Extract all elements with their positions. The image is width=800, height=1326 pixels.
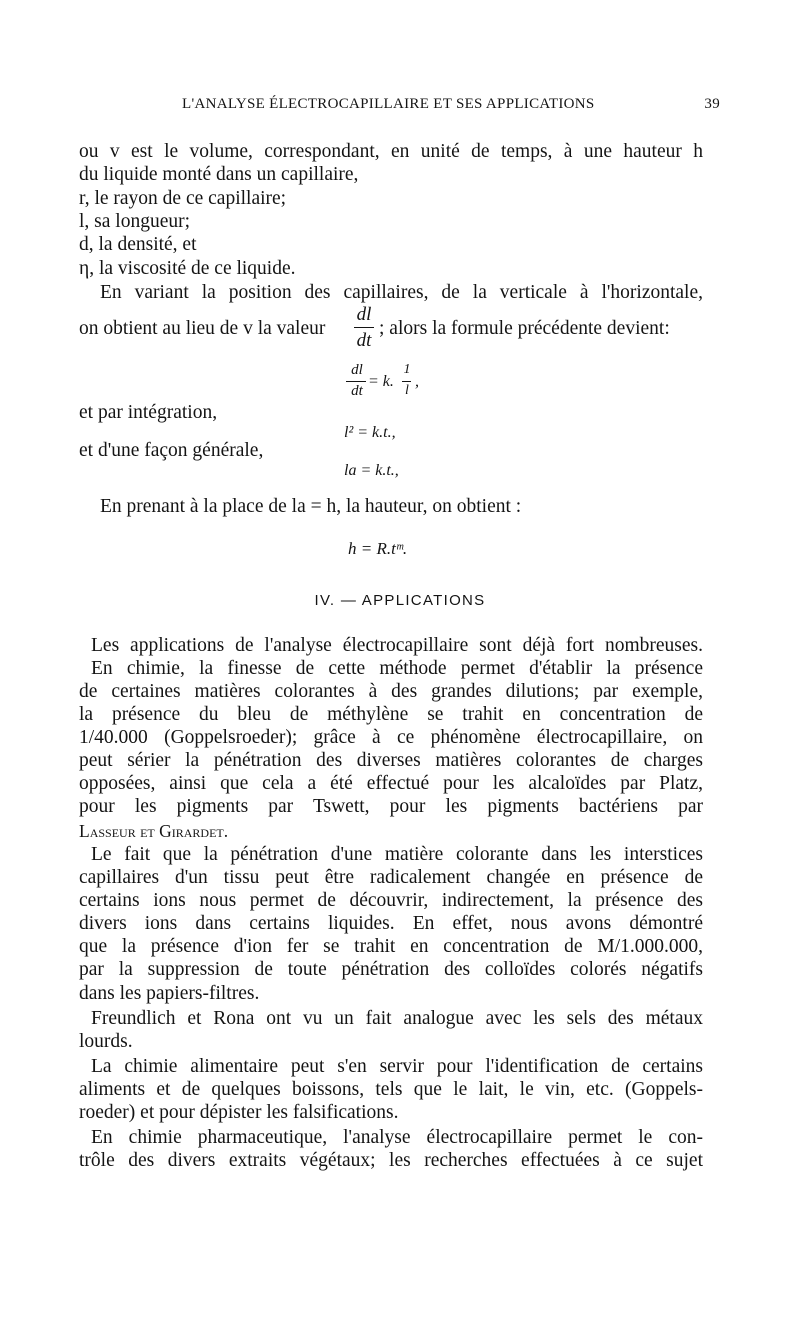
formula-intro-before: on obtient au lieu de v la valeur bbox=[79, 318, 326, 339]
body-line: opposées, ainsi que cela a été effectué pour les alcaloïdes par Platz, bbox=[79, 773, 703, 794]
text-line: ou v est le volume, correspondant, en unité de temps, à une hauteur h bbox=[79, 141, 703, 162]
section-title: IV. — APPLICATIONS bbox=[314, 592, 486, 609]
label-general: et d'une façon générale, bbox=[79, 440, 264, 461]
fraction-numerator: dl bbox=[356, 304, 372, 325]
equation-2: l² = k.t., bbox=[344, 424, 396, 441]
running-title: L'ANALYSE ÉLECTROCAPILLAIRE ET SES APPLICATIONS bbox=[182, 96, 595, 112]
body-line: par la suppression de toute pénétration des colloïdes colorés négatifs bbox=[79, 959, 703, 980]
body-line: 1/40.000 (Goppelsroeder); grâce à ce phénomène électrocapillaire, on bbox=[79, 727, 703, 748]
eq1-end: , bbox=[415, 373, 419, 390]
eq1-right-bar bbox=[402, 381, 411, 382]
body-line: Le fait que la pénétration d'une matière colorante dans les interstices bbox=[91, 844, 703, 865]
body-line: divers ions dans certains liquides. En effet, nous avons démontré bbox=[79, 913, 703, 934]
eq1-right-denominator: l bbox=[405, 383, 409, 398]
body-line: roeder) et pour dépister les falsifications. bbox=[79, 1102, 399, 1123]
formula-intro-after: ; alors la formule précédente devient: bbox=[379, 318, 670, 339]
eq1-middle: = k. bbox=[368, 373, 394, 390]
fraction-bar bbox=[354, 327, 374, 328]
text-line: du liquide monté dans un capillaire, bbox=[79, 164, 359, 185]
body-line: trôle des divers extraits végétaux; les recherches effectuées à ce sujet bbox=[79, 1150, 703, 1171]
body-line: peut sérier la pénétration des diverses matières colorantes de charges bbox=[79, 750, 703, 771]
body-line: En chimie, la finesse de cette méthode permet d'établir la présence bbox=[91, 658, 703, 679]
text-line: En variant la position des capillaires, de la verticale à l'horizontale, bbox=[100, 282, 703, 303]
label-integration: et par intégration, bbox=[79, 402, 218, 423]
body-line: la présence du bleu de méthylène se trahit en concentration de bbox=[79, 704, 703, 725]
body-line: La chimie alimentaire peut s'en servir pour l'identification de certains bbox=[91, 1056, 703, 1077]
eq1-bar bbox=[346, 381, 366, 382]
eq1-denominator: dt bbox=[351, 383, 363, 399]
body-line: certains ions nous permet de découvrir, indirectement, la présence des bbox=[79, 890, 703, 911]
body-line: aliments et de quelques boissons, tels que le lait, le vin, etc. (Goppels- bbox=[79, 1079, 703, 1100]
fraction-denominator: dt bbox=[356, 330, 372, 351]
body-line: En chimie pharmaceutique, l'analyse électrocapillaire permet le con- bbox=[91, 1127, 703, 1148]
eq1-numerator: dl bbox=[351, 362, 363, 378]
text-line: l, sa longueur; bbox=[79, 211, 191, 232]
body-line: capillaires d'un tissu peut être radicalement changée en présence de bbox=[79, 867, 703, 888]
body-line: de certaines matières colorantes à des grandes dilutions; par exemple, bbox=[79, 681, 703, 702]
body-line: Lasseur et Girardet. bbox=[79, 821, 229, 841]
body-line: lourds. bbox=[79, 1031, 133, 1052]
eq1-right-numerator: 1 bbox=[403, 362, 411, 377]
body-line: pour les pigments par Tswett, pour les pigments bactériens par bbox=[79, 796, 703, 817]
body-line: dans les papiers-filtres. bbox=[79, 983, 260, 1004]
equation-3: la = k.t., bbox=[344, 462, 399, 479]
page-number: 39 bbox=[704, 96, 720, 112]
equation-4: h = R.tᵐ. bbox=[348, 539, 408, 558]
text-line: η, la viscosité de ce liquide. bbox=[79, 258, 296, 279]
text-line: d, la densité, et bbox=[79, 234, 197, 255]
taking-line: En prenant à la place de la = h, la hauteur, on obtient : bbox=[100, 496, 522, 517]
body-line: Freundlich et Rona ont vu un fait analogue avec les sels des métaux bbox=[91, 1008, 703, 1029]
text-line: r, le rayon de ce capillaire; bbox=[79, 188, 287, 209]
body-line: Les applications de l'analyse électrocapillaire sont déjà fort nombreuses. bbox=[91, 635, 703, 656]
body-line: que la présence d'ion fer se trahit en concentration de M/1.000.000, bbox=[79, 936, 703, 957]
